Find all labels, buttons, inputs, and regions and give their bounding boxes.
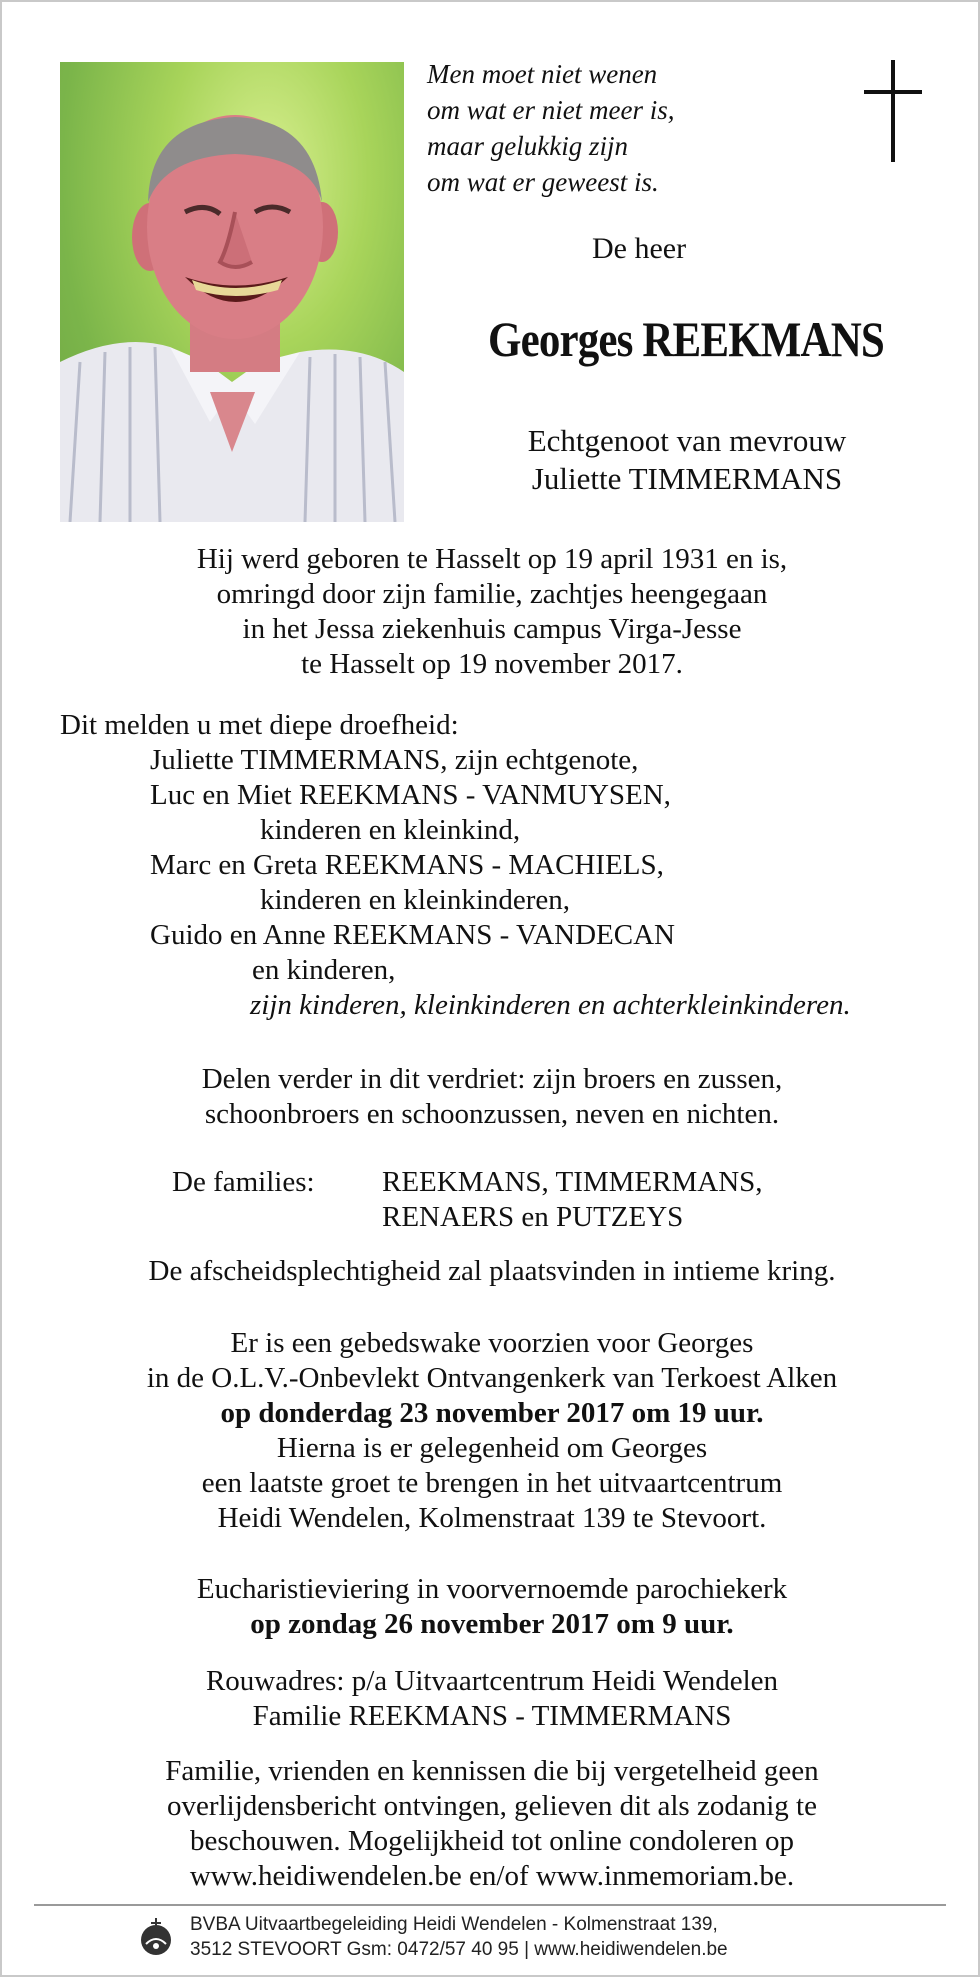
footer xyxy=(142,1912,902,1962)
birth-line: te Hasselt op 19 november 2017. xyxy=(301,648,683,680)
quote-line: om wat er geweest is. xyxy=(427,167,659,197)
birth-line: Hij werd geboren te Hasselt op 19 april 1931 en is, xyxy=(196,543,788,575)
address-line: Rouwadres: p/a Uitvaartcentrum Heidi Wendelen xyxy=(205,1665,779,1697)
mourners-intro: Dit melden u met diepe droefheid: xyxy=(60,709,459,741)
mass-date: op zondag 26 november 2017 om 9 uur. xyxy=(250,1608,734,1640)
quote xyxy=(427,56,787,200)
wake-line: Er is een gebedswake voorzien voor Georges xyxy=(230,1327,754,1359)
share-line: schoonbroers en schoonzussen, neven en nichten. xyxy=(204,1098,780,1130)
farewell-line xyxy=(22,1254,962,1289)
closing-line: overlijdensbericht ontvingen, gelieven dit als zodanig te xyxy=(167,1790,817,1822)
spouse-line: Echtgenoot van mevrouw xyxy=(527,423,847,458)
wake-line: Heidi Wendelen, Kolmenstraat 139 te Stevoort. xyxy=(217,1502,767,1534)
closing-line: beschouwen. Mogelijkheid tot online condoleren op xyxy=(189,1825,795,1857)
deceased-name: Georges REEKMANS xyxy=(488,311,884,367)
wake-line: in de O.L.V.-Onbevlekt Ontvangenkerk van Terkoest Alken xyxy=(146,1362,838,1394)
families-names: REEKMANS, TIMMERMANS, xyxy=(382,1166,763,1198)
mass-line: Eucharistieviering in voorvernoemde parochiekerk xyxy=(196,1573,788,1605)
spouse-block xyxy=(422,422,952,498)
share-block xyxy=(22,1062,962,1132)
mourner-line: en kinderen, xyxy=(252,954,396,986)
quote-line: om wat er niet meer is, xyxy=(427,95,675,125)
footer-line-1: BVBA Uitvaartbegeleiding Heidi Wendelen - Kolmenstraat 139, xyxy=(190,1914,718,1935)
title-de-heer: De heer xyxy=(592,232,687,265)
share-line: Delen verder in dit verdriet: zijn broers en zussen, xyxy=(201,1063,783,1095)
birth-block xyxy=(22,542,962,682)
wake-block xyxy=(22,1326,962,1536)
quote-line: Men moet niet wenen xyxy=(427,59,658,89)
mourner-line: Marc en Greta REEKMANS - MACHIELS, xyxy=(150,849,664,881)
birth-line: in het Jessa ziekenhuis campus Virga-Jesse xyxy=(242,613,742,645)
wake-line: een laatste groet te brengen in het uitvaartcentrum xyxy=(201,1467,783,1499)
cross-icon xyxy=(864,60,924,162)
wake-line: Hierna is er gelegenheid om Georges xyxy=(276,1432,708,1464)
quote-line: maar gelukkig zijn xyxy=(427,131,628,161)
address-line: Familie REEKMANS - TIMMERMANS xyxy=(252,1700,732,1732)
footer-line-2: 3512 STEVOORT Gsm: 0472/57 40 95 | www.heidiwendelen.be xyxy=(190,1939,728,1960)
mourner-line: Luc en Miet REEKMANS - VANMUYSEN, xyxy=(150,779,671,811)
funeral-home-logo-icon xyxy=(138,1916,174,1960)
mourner-line: zijn kinderen, kleinkinderen en achterkleinkinderen. xyxy=(250,989,851,1021)
closing-line: Familie, vrienden en kennissen die bij vergetelheid geen xyxy=(165,1755,819,1787)
mourner-line: kinderen en kleinkinderen, xyxy=(260,884,571,916)
portrait-photo xyxy=(60,62,404,522)
birth-line: omringd door zijn familie, zachtjes heengegaan xyxy=(216,578,768,610)
mourner-line: kinderen en kleinkind, xyxy=(260,814,521,846)
spouse-line: Juliette TIMMERMANS xyxy=(531,461,843,496)
footer-divider xyxy=(34,1904,946,1906)
mourner-line: Juliette TIMMERMANS, zijn echtgenote, xyxy=(150,744,639,776)
families-label: De families: xyxy=(172,1166,315,1198)
closing-line: www.heidiwendelen.be en/of www.inmemoriam.be. xyxy=(189,1860,795,1892)
address-block xyxy=(22,1664,962,1734)
wake-date: op donderdag 23 november 2017 om 19 uur. xyxy=(220,1397,764,1429)
farewell-text: De afscheidsplechtigheid zal plaatsvinden in intieme kring. xyxy=(148,1255,836,1287)
families-names: RENAERS en PUTZEYS xyxy=(382,1201,684,1233)
closing-block xyxy=(22,1754,962,1894)
mourners-block xyxy=(60,708,960,1023)
mass-block xyxy=(22,1572,962,1642)
mourner-line: Guido en Anne REEKMANS - VANDECAN xyxy=(150,919,675,951)
